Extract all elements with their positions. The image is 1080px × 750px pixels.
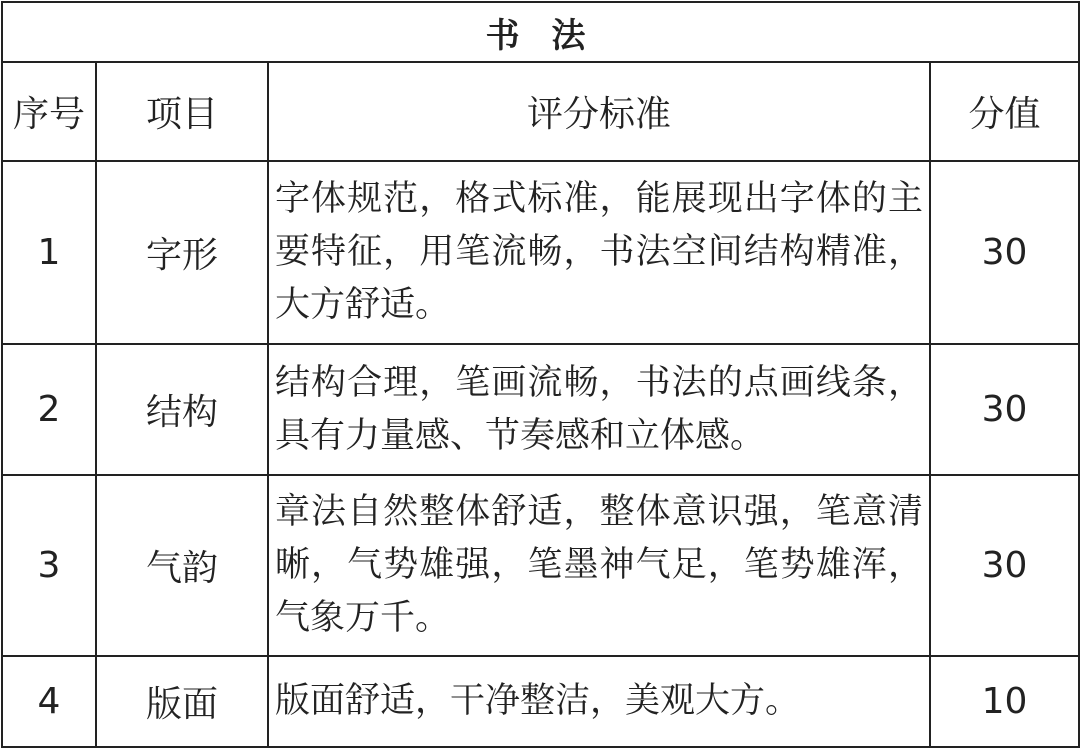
header-criteria: 评分标准 [268, 62, 930, 161]
table-title: 书 法 [2, 2, 1079, 62]
row-item: 版面 [96, 656, 268, 747]
row-criteria: 字体规范，格式标准，能展现出字体的主要特征，用笔流畅，书法空间结构精准，大方舒适。 [268, 161, 930, 344]
row-item: 结构 [96, 344, 268, 475]
row-score: 30 [930, 475, 1079, 656]
title-row [2, 2, 1079, 62]
header-index: 序号 [2, 62, 96, 161]
row-item: 气韵 [96, 475, 268, 656]
table-row [2, 344, 1079, 475]
row-score: 10 [930, 656, 1079, 747]
row-index: 1 [2, 161, 96, 344]
row-score: 30 [930, 161, 1079, 344]
row-criteria: 结构合理，笔画流畅，书法的点画线条，具有力量感、节奏感和立体感。 [268, 344, 930, 475]
header-score: 分值 [930, 62, 1079, 161]
row-score: 30 [930, 344, 1079, 475]
table-row [2, 475, 1079, 656]
row-index: 2 [2, 344, 96, 475]
row-index: 3 [2, 475, 96, 656]
row-criteria: 章法自然整体舒适，整体意识强，笔意清晰，气势雄强，笔墨神气足，笔势雄浑，气象万千。 [268, 475, 930, 656]
header-row [2, 62, 1079, 161]
row-index: 4 [2, 656, 96, 747]
table-row [2, 656, 1079, 747]
row-item: 字形 [96, 161, 268, 344]
scoring-table [1, 1, 1080, 748]
header-item: 项目 [96, 62, 268, 161]
row-criteria: 版面舒适，干净整洁，美观大方。 [268, 656, 930, 747]
table-row [2, 161, 1079, 344]
